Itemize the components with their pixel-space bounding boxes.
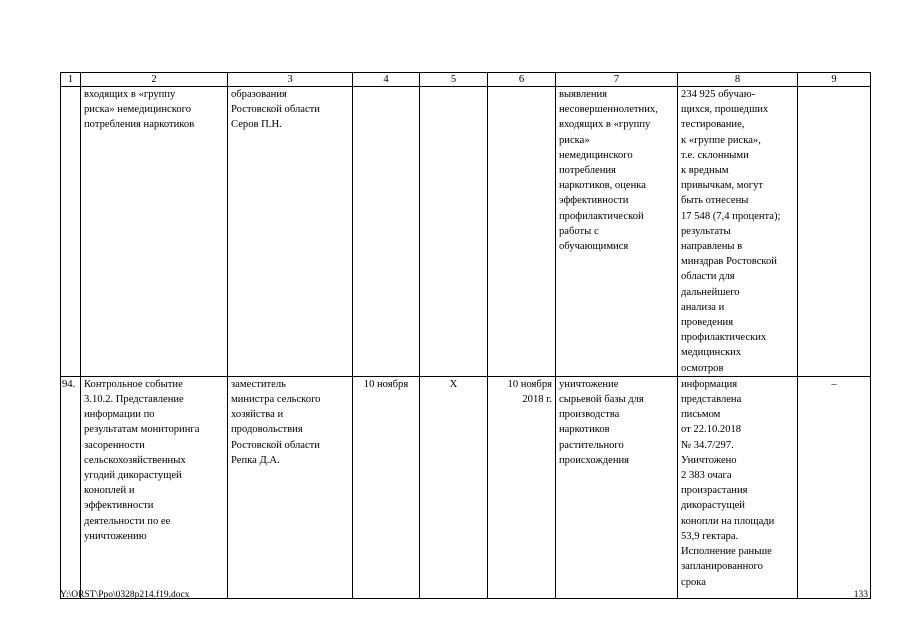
row-number: 94. <box>61 376 81 598</box>
responsible-cell: заместитель министра сельского хозяйства и продовольствия Ростовской области Репка Д.А. <box>228 376 353 598</box>
fact-date-cell <box>488 87 556 377</box>
plan-date-cell <box>353 87 420 377</box>
result-cell: уничтожение сырьевой базы для производства наркотиков растительного происхождения <box>556 376 678 598</box>
info-cell: информация представлена письмом от 22.10.2018 № 34.7/297. Уничтожено 2 383 очага произрастания дикорастущей конопли на площади 53,9 гектара. Исполнение раньше запланированного срока <box>678 376 798 598</box>
file-path-footer: Y:\ORST\Ppo\0328p214.f19.docx <box>60 590 190 600</box>
result-cell: выявления несовершеннолетних, входящих в «группу риска» немедицинского потребления наркотиков, оценка эффективности профилактической работы с обучающимися <box>556 87 678 377</box>
page-number: 133 <box>853 590 868 600</box>
column5-cell <box>420 87 488 377</box>
column-header-6: 6 <box>488 73 556 87</box>
column-header-1: 1 <box>61 73 81 87</box>
table-row <box>61 87 871 377</box>
report-table <box>60 72 871 599</box>
table-row <box>61 376 871 598</box>
column-number-row <box>61 73 871 87</box>
column5-cell: Х <box>420 376 488 598</box>
note-cell: – <box>798 376 871 598</box>
column-header-7: 7 <box>556 73 678 87</box>
column-header-2: 2 <box>81 73 228 87</box>
responsible-cell: образования Ростовской области Серов П.Н. <box>228 87 353 377</box>
column-header-8: 8 <box>678 73 798 87</box>
column-header-9: 9 <box>798 73 871 87</box>
row-number <box>61 87 81 377</box>
note-cell <box>798 87 871 377</box>
info-cell: 234 925 обучаю- щихся, прошедших тестирование, к «группе риска», т.е. склонными к вредным привычкам, могут быть отнесены 17 548 (7,4 процента); результаты направлены в минздрав Ростовской области для дальнейшего анализа и проведения профилактических медицинских осмотров <box>678 87 798 377</box>
fact-date-cell: 10 ноября 2018 г. <box>488 376 556 598</box>
column-header-3: 3 <box>228 73 353 87</box>
column-header-4: 4 <box>353 73 420 87</box>
event-cell: Контрольное событие 3.10.2. Представление информации по результатам мониторинга засоренности сельскохозяйственных угодий дикорастущей коноплей и эффективности деятельности по ее уничтожению <box>81 376 228 598</box>
plan-date-cell: 10 ноября <box>353 376 420 598</box>
event-cell: входящих в «группу риска» немедицинского потребления наркотиков <box>81 87 228 377</box>
column-header-5: 5 <box>420 73 488 87</box>
